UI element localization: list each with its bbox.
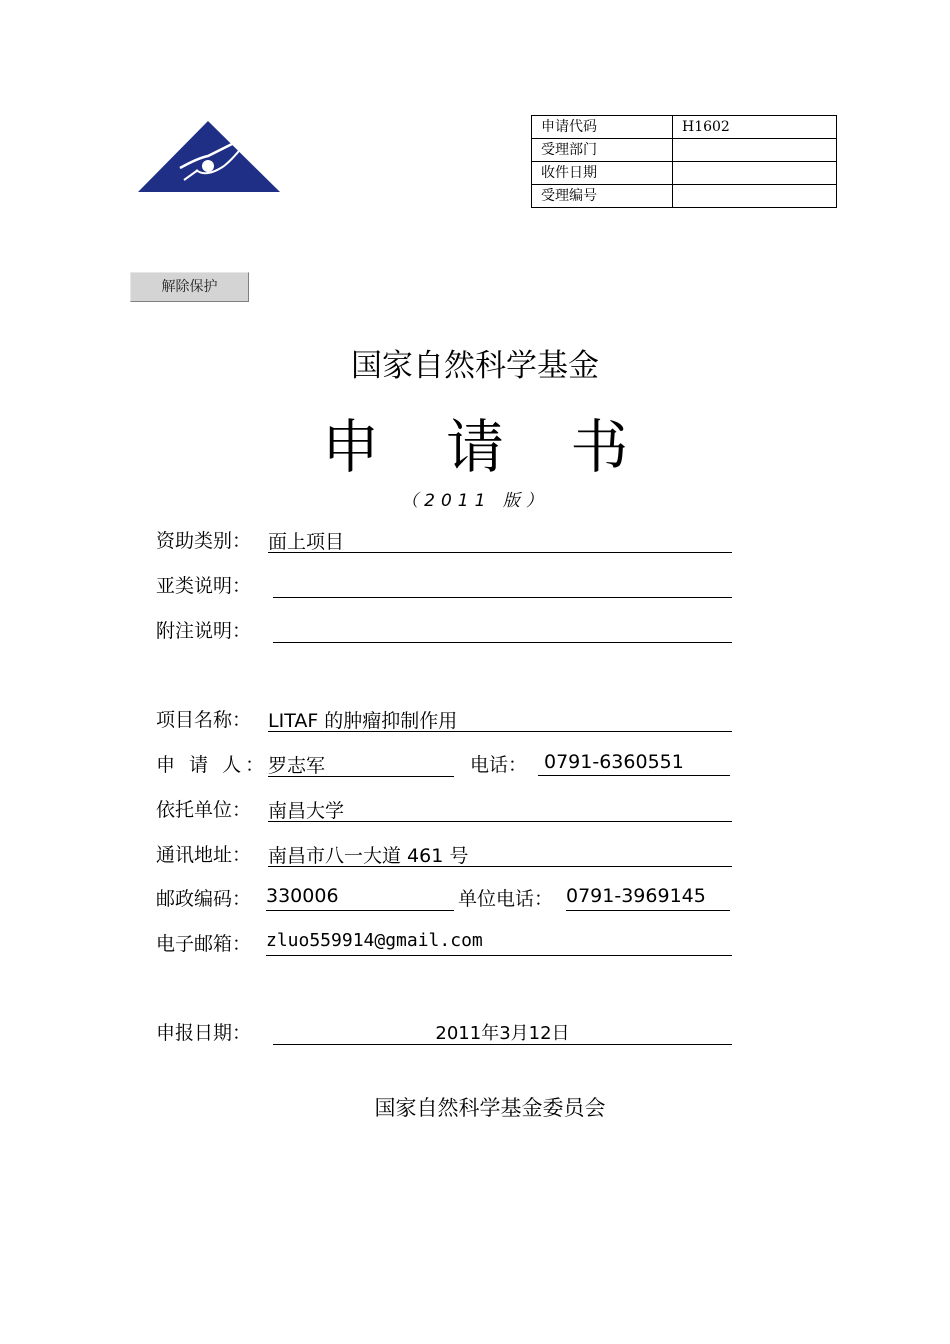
project-name-field[interactable]: [268, 705, 732, 732]
date-value: 2011年3月12日: [435, 1023, 570, 1044]
unit-phone-value: 0791-3969145: [566, 885, 706, 907]
unprotect-button[interactable]: 解除保护: [130, 272, 249, 302]
note-label: 附注说明：: [156, 620, 252, 642]
admin-value[interactable]: [673, 162, 837, 185]
admin-label: 收件日期: [532, 162, 673, 185]
address-value: 南昌市八一大道 461 号: [268, 845, 469, 867]
admin-value[interactable]: H1602: [673, 116, 837, 139]
unit-phone-label: 单位电话：: [458, 888, 554, 910]
phone-field[interactable]: [538, 750, 730, 776]
table-row: [532, 185, 837, 208]
page-title: 国家自然科学基金: [351, 348, 599, 384]
applicant-value: 罗志军: [268, 755, 326, 777]
address-field[interactable]: [268, 840, 732, 867]
date-label: 申报日期：: [156, 1022, 252, 1044]
phone-label: 电话：: [470, 754, 528, 776]
applicant-field[interactable]: [268, 750, 454, 777]
phone-value: 0791-6360551: [544, 751, 684, 773]
email-label: 电子邮箱：: [156, 933, 252, 955]
edition-label: （2011 版）: [401, 491, 549, 511]
email-field[interactable]: [266, 929, 732, 956]
email-value: zluo559914@gmail.com: [266, 930, 483, 951]
address-label: 通讯地址：: [156, 844, 252, 866]
date-field[interactable]: [273, 1018, 732, 1045]
admin-value[interactable]: [673, 185, 837, 208]
funding-type-value: 面上项目: [268, 531, 345, 553]
page-subtitle: 申 请 书: [321, 413, 653, 481]
institution-value: 南昌大学: [268, 800, 345, 822]
admin-value[interactable]: [673, 139, 837, 162]
project-name-value: LITAF 的肿瘤抑制作用: [268, 710, 458, 732]
postcode-value: 330006: [266, 885, 339, 907]
funding-type-field[interactable]: [268, 526, 732, 553]
postcode-field[interactable]: [266, 884, 454, 911]
admin-info-table: [531, 115, 837, 208]
note-field[interactable]: [273, 616, 732, 643]
project-name-label: 项目名称：: [156, 709, 252, 731]
issuer-footer: 国家自然科学基金委员会: [374, 1096, 606, 1120]
admin-label: 受理编号: [532, 185, 673, 208]
admin-label: 受理部门: [532, 139, 673, 162]
table-row: [532, 162, 837, 185]
institution-label: 依托单位：: [156, 799, 252, 821]
institution-field[interactable]: [268, 795, 732, 822]
table-row: [532, 116, 837, 139]
postcode-label: 邮政编码：: [156, 888, 252, 910]
admin-label: 申请代码: [532, 116, 673, 139]
nsfc-logo-icon: [136, 118, 282, 196]
table-row: [532, 139, 837, 162]
funding-type-label: 资助类别：: [156, 530, 252, 552]
applicant-label: 申 请 人：: [156, 754, 269, 776]
unit-phone-field[interactable]: [566, 884, 730, 911]
subcategory-field[interactable]: [273, 571, 732, 598]
subcategory-label: 亚类说明：: [156, 575, 252, 597]
